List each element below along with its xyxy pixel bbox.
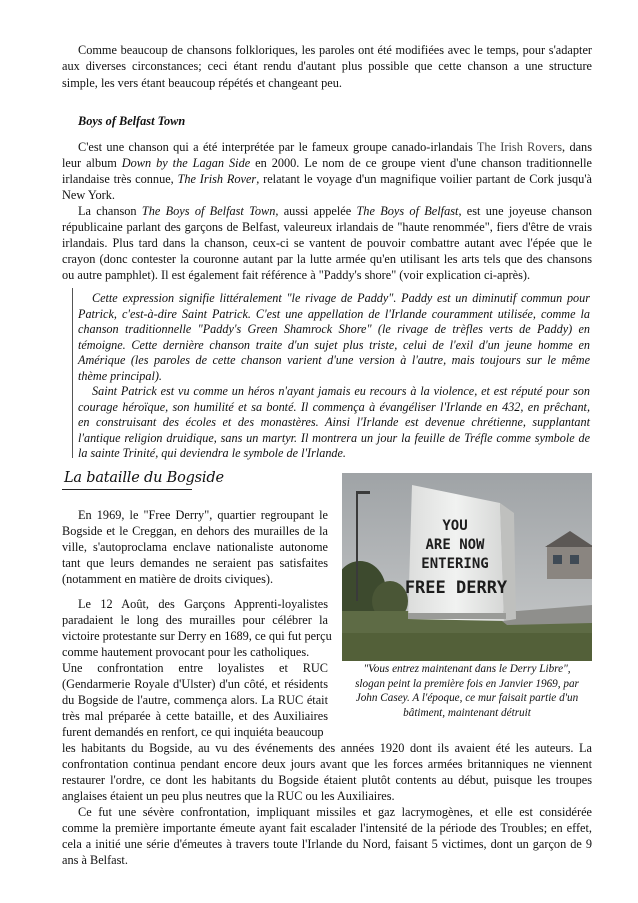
wide-line: ans à Belfast.	[62, 853, 128, 867]
quote-line: Cette expression signifie littéralement "le rivage de Paddy". Paddy est un diminutif commun pour	[92, 291, 590, 305]
narrow-line: ville, s'autoproclama enclave nationaliste autonome	[62, 540, 328, 554]
intro-line: aux diverses circonstances; ceci étant rendu d'autant plus possible que cette chanson a une structure	[62, 59, 592, 73]
irish-rovers-link[interactable]: The Irish Rovers	[476, 140, 563, 154]
narrow-line: tant que leurs demandes ne seraient pas satisfaites	[62, 556, 328, 570]
p2-line: ou autre pamphlet). Il est également fait référence à "Paddy's shore" (voir explication ci-après).	[62, 268, 531, 282]
quote-line: Patrick, c'est-à-dire Saint Patrick. C'est une appellation de l'Irlande couramment utilisée, comme la	[78, 307, 590, 321]
photo-caption	[342, 662, 592, 720]
p2-line: irlandais. Plus tard dans la chanson, ceux-ci se vantent de pouvoir combattre autant avec l'épée que le	[62, 236, 592, 250]
wall-text: YOU	[442, 518, 468, 534]
narrow-line: En 1969, le "Free Derry", quartier regroupant le	[78, 508, 328, 522]
quote-line: témoigne. Cette dernière chanson traite d'un sujet plus triste, celui de l'exil d'un jeune homme en	[78, 338, 590, 352]
narrow-line: Bogside et le Creggan, en dehors des murailles de la	[62, 524, 328, 538]
subtitle: Boys of Belfast Town	[78, 114, 186, 128]
intro-line: simple, les vers étant beaucoup répétés et changeant peu.	[62, 76, 342, 90]
wall-text: ENTERING	[421, 556, 489, 572]
quote-line: courage héroïque, son humilité et sa bonté. Il commença à évangéliser l'Irlande en 432, en prêchant,	[78, 400, 590, 414]
narrow-line: Le 12 Août, des Garçons Apprenti-loyalistes	[78, 597, 328, 611]
section-heading: La bataille du Bogside	[64, 470, 224, 486]
p1-line: leur album Down by the Lagan Side en 2000. Le nom de ce groupe vient d'une chanson traditionnelle	[62, 156, 592, 170]
caption-line: "Vous entrez maintenant dans le Derry Libre",	[363, 663, 571, 675]
p1-line: irlandaise très connue, The Irish Rover, relatant le voyage d'un magnifique voilier partant de Cork jusqu'à	[62, 172, 593, 186]
narrow-line: furent demandés en renfort, ce qui inquiéta beaucoup	[62, 725, 324, 739]
p2-line: La chanson The Boys of Belfast Town, aussi appelée The Boys of Belfast, est une joyeuse chanson	[78, 204, 592, 218]
quote-line: Saint Patrick est vu comme un héros n'ayant jamais eu recours à la violence, et est réputé pour son	[92, 384, 590, 398]
caption-line: slogan peint la première fois en Janvier 1969, par	[355, 677, 579, 690]
wide-line: comme la première importante émeute ayant fait escalader l'intensité de la période des Troubles; en effet,	[62, 821, 592, 835]
p2-line: républicaine parlant des garçons de Belfast, valeureux irlandais de "haute renommée", fiers d'être de vrais	[62, 220, 592, 234]
quote-border	[72, 288, 73, 458]
narrow-line: comme hautement provocant pour les catholiques.	[62, 645, 310, 659]
narrow-line: du Bogside de l'autre, commença alors. La RUC était	[62, 693, 328, 707]
heading-underline	[62, 489, 192, 490]
wide-line: les habitants du Bogside, au vu des événements des années 1920 dont ils avaient été les auteurs. La	[62, 741, 592, 755]
wide-line: confrontation continua pendant encore deux jours avant que les forces armées britanniques ne viennent	[62, 757, 592, 771]
caption-line: bâtiment, maintenant détruit	[403, 706, 531, 719]
narrow-line: (notamment en matière de droits civiques).	[62, 572, 274, 586]
p2-line: crayon (donc contester la couronne autant par la lutte armée qu'en utilisant les arts tels que des chansons	[62, 252, 592, 266]
wide-line: anglaises étaient un peu plus neutres que la RUC ou les Auxiliaires.	[62, 789, 395, 803]
quote-line: l'antique religion druidique, sans un martyr. Il montrera un jour la feuille de Tréfle comme symbole de	[78, 431, 590, 445]
narrow-line: paradaient le long des murailles pour célébrer la	[62, 613, 328, 627]
wall-text: ARE NOW	[425, 537, 485, 553]
quote-line: la sainte Trinité, qui deviendra le symbole de l'Irlande.	[78, 446, 346, 460]
quote-line: en construisant des écoles et des monastères. Ainsi l'Irlande est devenue chrétienne, supplantant	[78, 415, 590, 429]
p1-line: C'est une chanson qui a été interprétée par le fameux groupe canado-irlandais The Irish Rovers, dans	[78, 140, 592, 154]
wall-text: FREE DERRY	[404, 578, 508, 598]
narrow-line: Une confrontation entre loyalistes et RUC	[62, 661, 328, 675]
quote-line: Amérique (les paroles de cette chanson varient d'une version à l'autre, mais toujours sur le même	[78, 353, 590, 367]
quote-line: chanson traditionnelle "Paddy's Green Shamrock Shore" (le rivage de trèfles verts de Paddy) en	[78, 322, 590, 336]
caption-line: John Casey. A l'époque, ce mur faisait partie d'un	[355, 692, 579, 704]
narrow-line: victoire protestante sur Derry en 1689, ce qui fut perçu	[62, 629, 332, 643]
p1-line: New York.	[62, 188, 115, 202]
narrow-line: très mal préparée à cette bataille, et des Auxiliaires	[62, 709, 328, 723]
intro-line: Comme beaucoup de chansons folkloriques, les paroles ont été modifiées avec le temps, pour s'adapter	[78, 43, 592, 57]
free-derry-photo	[342, 473, 592, 661]
wide-line: restaurer l'ordre, ce dont les habitants du Bogside étaient plutôt contents au début, puisque les troupes	[62, 773, 592, 787]
narrow-line: (Gendarmerie Royale d'Ulster) d'un côté, et résidents	[62, 677, 328, 691]
quote-line: thème principal).	[78, 369, 162, 383]
wide-line: cela a initié une série d'émeutes à travers toute l'Irlande du Nord, faisant 5 victimes, dont un garçon de 9	[62, 837, 592, 851]
wide-line: Ce fut une sévère confrontation, impliquant missiles et gaz lacrymogènes, et elle est considérée	[78, 805, 592, 819]
